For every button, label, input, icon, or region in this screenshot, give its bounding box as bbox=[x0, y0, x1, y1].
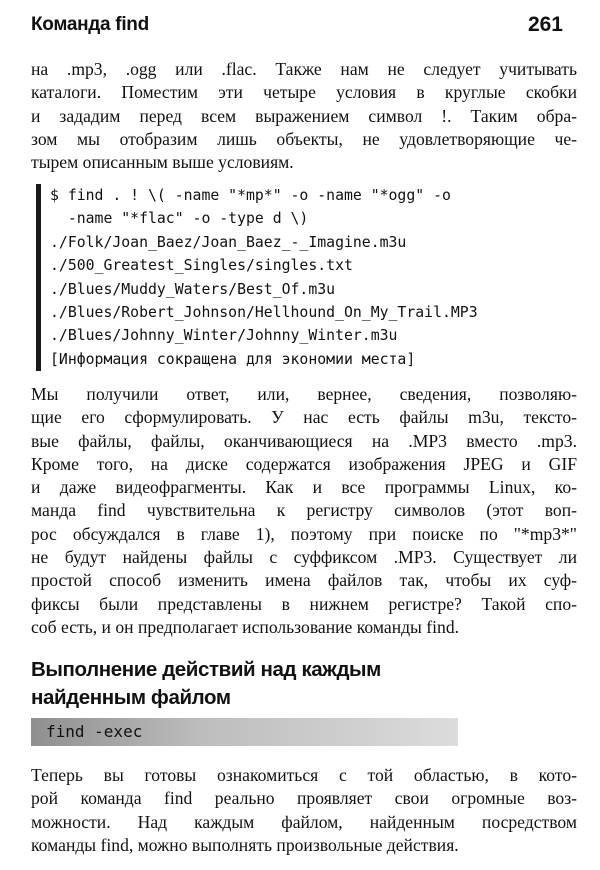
code-line: $ find . ! \( -name "*mp*" -o -name "*ogg" -o bbox=[50, 187, 451, 204]
body-paragraph bbox=[31, 383, 577, 639]
text-line: манда find чувствительна к регистру символов (этот воп- bbox=[31, 500, 577, 521]
command-bar bbox=[31, 718, 458, 746]
code-line: ./Folk/Joan_Baez/Joan_Baez_-_Imagine.m3u bbox=[50, 233, 407, 251]
text-line: каталоги. Поместим эти четыре условия в круглые скобки bbox=[31, 82, 577, 103]
page-number: 261 bbox=[527, 13, 563, 36]
code-line: ./Blues/Robert_Johnson/Hellhound_On_My_Trail.MP3 bbox=[50, 304, 478, 322]
text-line: фиксы были представлены в нижнем регистре? Такой спо- bbox=[31, 593, 577, 614]
code-line: ./Blues/Johnny_Winter/Johnny_Winter.m3u bbox=[50, 327, 398, 345]
text-line: рос обсуждался в главе 1), поэтому при поиске по "*mp3*" bbox=[31, 523, 577, 544]
text-line: вые файлы, файлы, оканчивающиеся на .MP3 вместо .mp3. bbox=[31, 430, 577, 451]
command-text: find -exec bbox=[46, 722, 143, 741]
text-line: Кроме того, на диске содержатся изображения JPEG и GIF bbox=[31, 453, 577, 474]
text-line: зом мы отобразим лишь объекты, не удовлетворяющие че- bbox=[31, 128, 577, 149]
text-line: на .mp3, .ogg или .flac. Также нам не следует учитывать bbox=[31, 59, 577, 79]
text-line: соб есть, и он предполагает использование команды find. bbox=[31, 616, 460, 637]
running-title: Команда find bbox=[31, 14, 149, 35]
text-line: команды find, можно выполнять произвольные действия. bbox=[31, 834, 459, 855]
text-line: не будут найдены файлы с суффиксом .MP3. Существует ли bbox=[31, 547, 577, 568]
section-heading-line: найденным файлом bbox=[31, 686, 231, 709]
text-line: простой способ изменить имена файлов так, чтобы их суф- bbox=[31, 570, 577, 591]
text-line: и даже видеофрагменты. Как и все программы Linux, ко- bbox=[31, 477, 577, 498]
text-line: Мы получили ответ, или, вернее, сведения, позволяю- bbox=[31, 384, 577, 404]
text-line: можности. Над каждым файлом, найденным посредством bbox=[31, 811, 577, 832]
code-listing bbox=[36, 184, 570, 371]
code-line: -name "*flac" -o -type d \) bbox=[50, 210, 309, 228]
code-line: [Информация сокращена для экономии места] bbox=[50, 350, 416, 368]
intro-paragraph bbox=[31, 58, 577, 174]
section-heading bbox=[31, 656, 381, 712]
text-line: Теперь вы готовы ознакомиться с той областью, в кото- bbox=[31, 765, 577, 785]
text-line: рой команда find реально проявляет свои огромные воз- bbox=[31, 788, 577, 809]
text-line: и зададим перед всем выражением символ !. Таким обра- bbox=[31, 105, 577, 126]
text-line: тырем описанным выше условиям. bbox=[31, 152, 294, 173]
page-header bbox=[31, 14, 569, 40]
text-line: щие его сформулировать. У нас есть файлы m3u, тексто- bbox=[31, 407, 577, 428]
code-line: ./Blues/Muddy_Waters/Best_Of.m3u bbox=[50, 280, 336, 298]
section-heading-line: Выполнение действий над каждым bbox=[31, 658, 381, 681]
outro-paragraph bbox=[31, 764, 577, 857]
code-line: ./500_Greatest_Singles/singles.txt bbox=[50, 257, 353, 275]
